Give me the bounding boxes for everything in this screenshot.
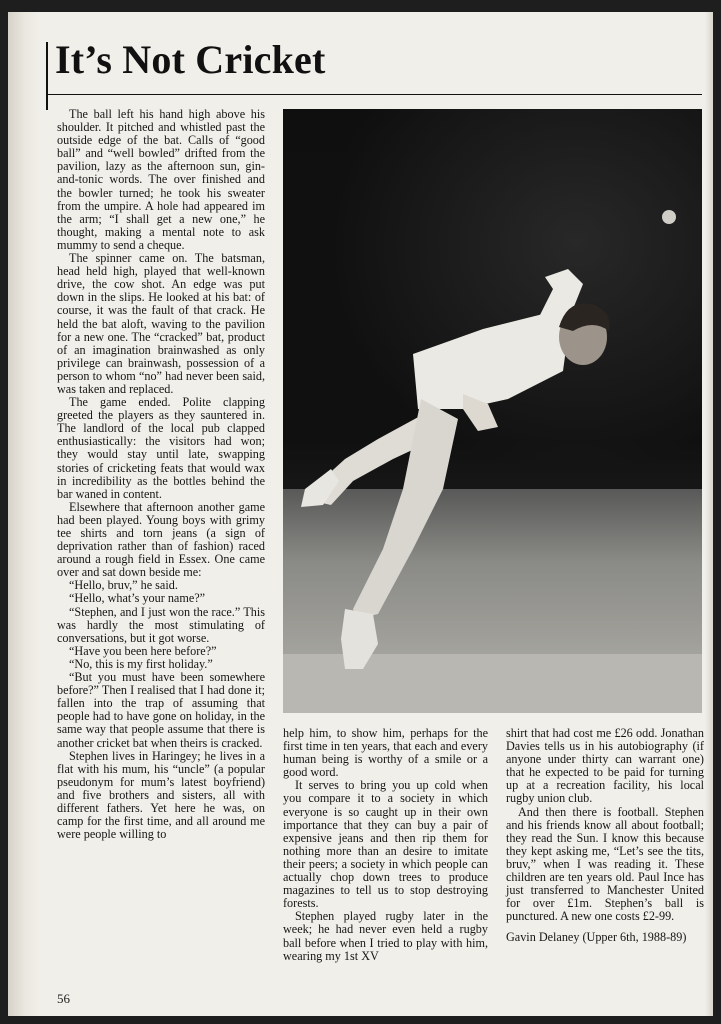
paragraph: It serves to bring you up cold when you compare it to a society in which everyone is so caught up in their own importance that they can buy a pair of expensive jeans and then rip them for nothing more than an desire to imitate their peers; a society in which people can actually chop down trees to produce magazines to tell us to stop destroying forests. — [283, 778, 488, 911]
magazine-page — [8, 12, 713, 1016]
paragraph: The ball left his hand high above his shoulder. It pitched and whistled past the outside edge of the bat. Calls of “good ball” and “well bowled” drifted from the pavilion, lazy as the afternoon sun, gin-and-tonic words. The over finished and the bowler turned; he took his sweater from the umpire. A hole had appeared im the arm; “I shall get a new one,” he thought, making a mental note to ask mummy to send a cheque. — [57, 107, 265, 252]
paragraph: “Hello, what’s your name?” — [69, 591, 206, 606]
page-edge — [705, 12, 713, 1016]
cricket-ball — [662, 210, 676, 224]
bowler-illustration — [283, 109, 702, 713]
page-number: 56 — [57, 991, 70, 1006]
text-column-1 — [57, 108, 265, 841]
cricket-bowler-photo — [283, 109, 702, 713]
paragraph: “No, this is my first holiday.” — [69, 656, 213, 671]
text-column-3 — [506, 727, 704, 945]
tree-line — [283, 109, 702, 489]
title-horizontal-rule — [48, 94, 702, 95]
paragraph: “Have you been here before?” — [69, 643, 217, 658]
page-spine-shadow — [8, 12, 40, 1016]
article-title: It’s Not Cricket — [55, 37, 326, 82]
text-column-2 — [283, 727, 488, 963]
paragraph: Elsewhere that afternoon another game had been played. Young boys with grimy tee shirts and torn jeans (a sign of deprivation rather than of fashion) raced around a rough field in Essex. One came over and sat down beside me: — [57, 499, 265, 580]
paragraph: The game ended. Polite clapping greeted the players as they sauntered in. The landlord of the local pub clapped enthusiastically: the visitors had won; they would stay until late, swapping stories of cricketing feats that would wax in incredibility as the bottles behind the bar waned in content. — [57, 395, 265, 501]
paragraph: And then there is football. Stephen and his friends know all about football; they read the Sun. I know this because they kept asking me, “Let’s see the tits, bruv,” when I was reading it. These children are ten years old. Paul Ince has just transferred to Manchester United for over £1m. Stephen’s ball is punctured. A new one costs £2-99. — [506, 804, 704, 924]
paragraph: “Hello, bruv,” he said. — [69, 578, 178, 593]
author-signature: Gavin Delaney (Upper 6th, 1988-89) — [506, 930, 687, 945]
paragraph: help him, to show him, perhaps for the first time in ten years, that each and every human being is worthy of a smile or a good word. — [283, 726, 488, 780]
paragraph: The spinner came on. The batsman, head held high, played that well-known drive, the cow shot. An edge was put down in the slips. He looked at his bat: of course, it was the fault of that crack. He held the bat aloft, waving to the pavilion for a new one. The “cracked” bat, product of an imagination brainwashed as only privilege can brainwash, possession of a person to whom “no” had never been said, was taken and replaced. — [57, 251, 265, 396]
paragraph: “Stephen, and I just won the race.” This was hardly the most stimulating of conversations, but it got worse. — [57, 604, 265, 645]
paragraph: Stephen played rugby later in the week; he had never even held a rugby ball before when I tried to play with him, wearing my 1st XV — [283, 909, 488, 963]
paragraph: Stephen lives in Haringey; he lives in a flat with his mum, his “uncle” (a popular pseudonym for mum’s latest boyfriend) and five brothers and sisters, all with different fathers. Yet here he was, on camp for the first time, and all around me were people willing to — [57, 748, 265, 842]
paragraph: shirt that had cost me £26 odd. Jonathan Davies tells us in his autobiography (if anyone under thirty can warrant one) that he expected to be paid for turning up at a recreation facility, his local rugby union club. — [506, 726, 704, 806]
title-vertical-rule — [46, 42, 48, 110]
paragraph: “But you must have been somewhere before?” Then I realised that I had done it; fallen into the trap of assuming that people had to have gone on holiday, in the same way that people assume that there is another cricket bat when theirs is cracked. — [57, 670, 265, 750]
